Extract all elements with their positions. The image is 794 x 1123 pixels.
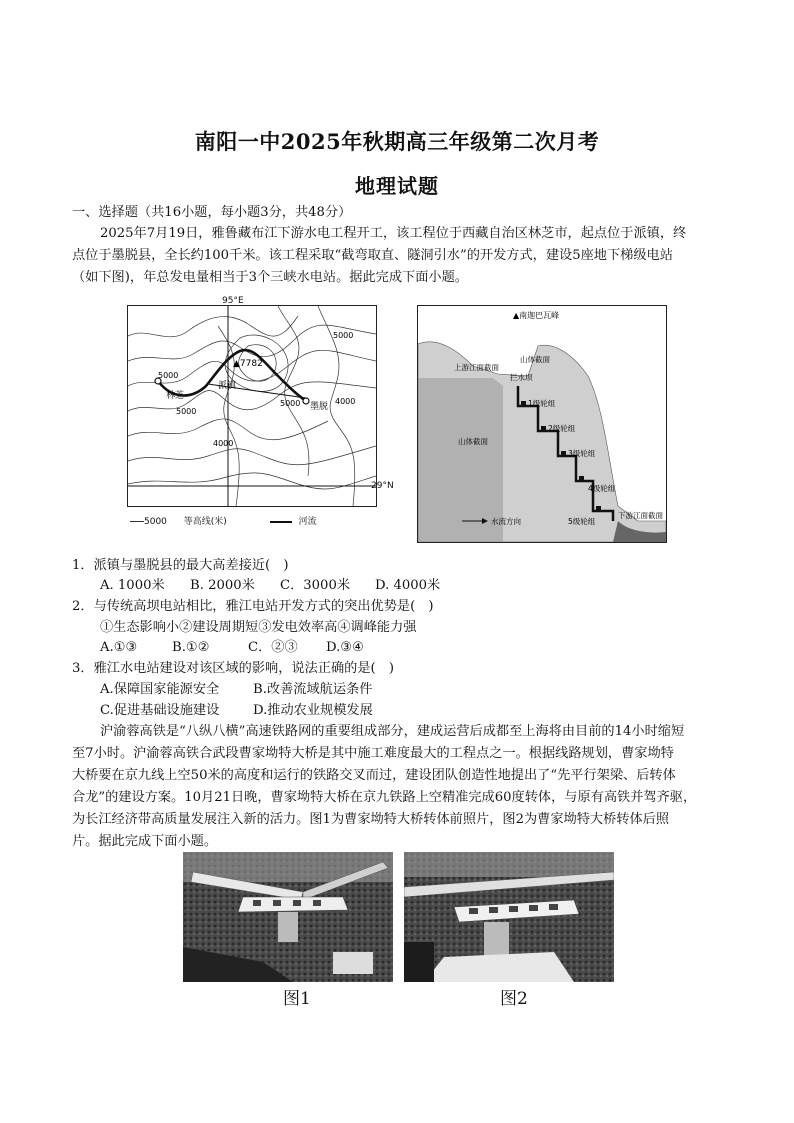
mountain-label: 山体截面 xyxy=(520,355,550,364)
latitude-label: 29°N xyxy=(371,481,394,491)
question-3-option-a[interactable]: A.保障国家能源安全 xyxy=(100,682,220,697)
question-3-option-c[interactable]: C.促进基础设施建设 xyxy=(100,703,220,718)
legend-contour: 等高线(米) xyxy=(183,517,227,527)
question-1-option-c[interactable]: C．3000米 xyxy=(280,578,351,593)
question-3-option-b[interactable]: B.改善流域航运条件 xyxy=(253,682,373,697)
question-1-option-b[interactable]: B. 2000米 xyxy=(190,578,255,593)
town-motuo: 墨脱 xyxy=(310,402,329,412)
unit1-label: 1级轮组 xyxy=(528,399,556,408)
unit5-label: 5级轮组 xyxy=(568,517,596,526)
figure-2-caption: 图2 xyxy=(500,989,528,1009)
peak-label: ▲南迦巴瓦峰 xyxy=(513,311,560,320)
photo-1-image xyxy=(183,852,393,982)
question-1-option-a[interactable]: A. 1000米 xyxy=(100,578,165,593)
town-paizhen: 派镇 xyxy=(218,381,237,391)
contour-label: 5000 xyxy=(176,407,197,416)
question-2-statements: ①生态影响小②建设周期短③发电效率高④调峰能力强 xyxy=(100,620,417,635)
bridge-photo-after xyxy=(404,852,614,982)
question-2-option-b[interactable]: B.①② xyxy=(172,640,210,655)
legend-river: 河流 xyxy=(298,517,317,527)
map-legend xyxy=(130,512,317,532)
peak-label: ▲7782 xyxy=(233,359,263,369)
material1-line1: 2025年7月19日，雅鲁藏布江下游水电工程开工，该工程位于西藏自治区林芝市，起点位于派镇，终 xyxy=(100,226,687,241)
question-2-option-d[interactable]: D.③④ xyxy=(326,640,364,655)
section-diagram xyxy=(417,305,667,543)
unit4-label: 4级轮组 xyxy=(588,484,616,493)
question-1-stem: 1．派镇与墨脱县的最大高差接近( ) xyxy=(72,558,289,573)
lower-section-label: 下游江面截面 xyxy=(618,511,663,520)
question-2-option-c[interactable]: C．②③ xyxy=(248,640,298,655)
exam-title: 南阳一中2025年秋期高三年级第二次月考 xyxy=(194,129,600,154)
bridge-photo-before xyxy=(183,852,393,982)
material2-line4: 合龙”的建设方案。10月21日晚，曹家坳特大桥在京九铁路上空精准完成60度转体，与原有高铁并驾齐驱， xyxy=(72,790,697,805)
dam-label: 拦水坝 xyxy=(510,373,533,382)
question-2-option-a[interactable]: A.①③ xyxy=(100,640,138,655)
material2-line2: 至7小时。沪渝蓉高铁合武段曹家坳特大桥是其中施工难度最大的工程点之一。根据线路规划，曹家坳特 xyxy=(72,746,674,761)
contour-label: 4000 xyxy=(213,439,234,448)
flow-direction-label: 水流方向 xyxy=(491,517,521,526)
contour-map xyxy=(127,305,377,507)
exam-subtitle: 地理试题 xyxy=(355,174,439,198)
unit2-label: 2级轮组 xyxy=(548,424,576,433)
contour-label: 5000 xyxy=(158,371,179,380)
section-diagram-svg xyxy=(418,306,666,542)
material2-line5: 为长江经济带高质量发展注入新的活力。图1为曹家坳特大桥转体前照片，图2为曹家坳特大桥转体后照 xyxy=(72,812,670,827)
legend-contour-value: 5000 xyxy=(144,517,167,527)
section-heading: 一、选择题（共16小题，每小题3分，共48分） xyxy=(72,205,352,220)
question-1-option-d[interactable]: D. 4000米 xyxy=(375,578,441,593)
photo-2-image xyxy=(404,852,614,982)
question-3-option-d[interactable]: D.推动农业规模发展 xyxy=(253,703,373,718)
town-linzhi: 林芝 xyxy=(166,391,185,401)
material2-line6: 片。据此完成下面小题。 xyxy=(72,834,218,849)
unit3-label: 3级轮组 xyxy=(568,449,596,458)
contour-label: 4000 xyxy=(335,397,356,406)
material2-line1: 沪渝蓉高铁是“八纵八横”高速铁路网的重要组成部分，建成运营后成都至上海将由目前的14小时缩短 xyxy=(100,724,685,739)
longitude-label: 95°E xyxy=(222,296,244,306)
contour-label: 5000 xyxy=(333,331,354,340)
figure-1-caption: 图1 xyxy=(283,989,311,1009)
material1-line3: （如下图)，年总发电量相当于3个三峡水电站。据此完成下面小题。 xyxy=(72,270,468,285)
material1-line2: 点位于墨脱县，全长约100千米。该工程采取“截弯取直、隧洞引水”的开发方式，建设5座地下梯级电站 xyxy=(72,248,673,263)
question-2-stem: 2．与传统高坝电站相比，雅江电站开发方式的突出优势是( ) xyxy=(72,599,434,614)
material2-line3: 大桥要在京九线上空50米的高度和运行的铁路交叉而过，建设团队创造性地提出了“先平行架梁、后转体 xyxy=(72,768,676,783)
question-3-stem: 3．雅江水电站建设对该区域的影响，说法正确的是( ) xyxy=(72,661,394,676)
contour-map-svg xyxy=(128,306,376,506)
upper-section-label: 上游江面截面 xyxy=(454,363,499,372)
mountain-label: 山体截面 xyxy=(458,437,488,446)
contour-label: 5000 xyxy=(280,399,301,408)
